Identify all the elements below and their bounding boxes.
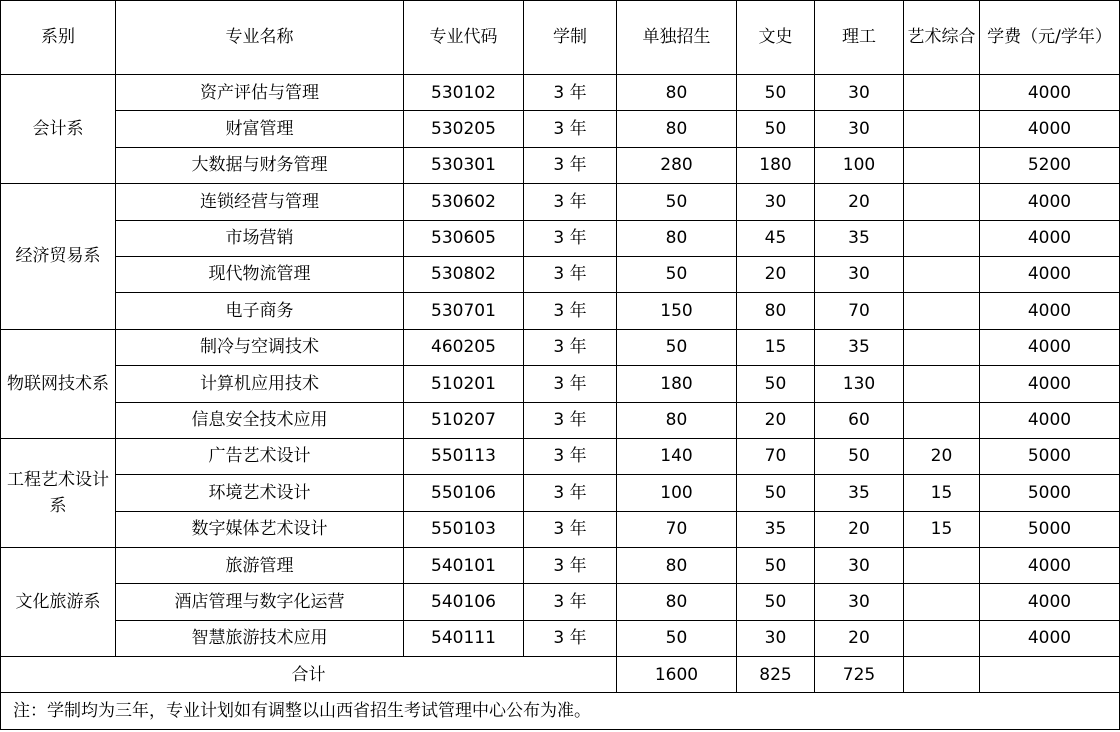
table-row — [1, 511, 1120, 547]
header-major-name: 专业名称 — [116, 1, 404, 75]
table-row — [1, 293, 1120, 329]
single-enrollment-cell: 180 — [617, 366, 737, 402]
table-row — [1, 111, 1120, 147]
tuition-cell: 5000 — [980, 438, 1120, 474]
art-cell — [904, 584, 980, 620]
ligong-cell: 60 — [815, 402, 904, 438]
header-department: 系别 — [1, 1, 116, 75]
major-name-cell: 数字媒体艺术设计 — [116, 511, 404, 547]
duration-cell: 3 年 — [524, 366, 617, 402]
ligong-cell: 30 — [815, 584, 904, 620]
single-enrollment-cell: 80 — [617, 111, 737, 147]
major-name-cell: 资产评估与管理 — [116, 75, 404, 111]
major-code-cell: 540101 — [404, 548, 524, 584]
art-cell: 20 — [904, 438, 980, 474]
department-name: 文化旅游系 — [1, 548, 116, 657]
major-code-cell: 510201 — [404, 366, 524, 402]
duration-cell: 3 年 — [524, 75, 617, 111]
major-code-cell: 550103 — [404, 511, 524, 547]
header-tuition: 学费（元/学年） — [980, 1, 1120, 75]
footnote: 注：学制均为三年，专业计划如有调整以山西省招生考试管理中心公布为准。 — [1, 693, 1120, 730]
duration-cell: 3 年 — [524, 548, 617, 584]
header-single-enrollment: 单独招生 — [617, 1, 737, 75]
wenshi-cell: 50 — [737, 366, 815, 402]
single-enrollment-cell: 80 — [617, 402, 737, 438]
wenshi-cell: 15 — [737, 329, 815, 365]
single-enrollment-cell: 80 — [617, 548, 737, 584]
totals-single-enrollment: 1600 — [617, 657, 737, 693]
table-row — [1, 548, 1120, 584]
major-code-cell: 530301 — [404, 147, 524, 183]
header-ligong: 理工 — [815, 1, 904, 75]
department-name: 物联网技术系 — [1, 329, 116, 438]
tuition-cell: 5000 — [980, 475, 1120, 511]
wenshi-cell: 180 — [737, 147, 815, 183]
art-cell — [904, 620, 980, 656]
table-row — [1, 220, 1120, 256]
duration-cell: 3 年 — [524, 584, 617, 620]
major-name-cell: 财富管理 — [116, 111, 404, 147]
wenshi-cell: 70 — [737, 438, 815, 474]
table-row — [1, 75, 1120, 111]
duration-cell: 3 年 — [524, 220, 617, 256]
department-name: 会计系 — [1, 75, 116, 184]
ligong-cell: 30 — [815, 548, 904, 584]
major-code-cell: 530701 — [404, 293, 524, 329]
art-cell — [904, 147, 980, 183]
ligong-cell: 35 — [815, 329, 904, 365]
single-enrollment-cell: 80 — [617, 75, 737, 111]
art-cell — [904, 220, 980, 256]
totals-art — [904, 657, 980, 693]
tuition-cell: 4000 — [980, 584, 1120, 620]
major-name-cell: 环境艺术设计 — [116, 475, 404, 511]
duration-cell: 3 年 — [524, 475, 617, 511]
duration-cell: 3 年 — [524, 511, 617, 547]
ligong-cell: 100 — [815, 147, 904, 183]
major-code-cell: 530102 — [404, 75, 524, 111]
major-name-cell: 计算机应用技术 — [116, 366, 404, 402]
major-name-cell: 广告艺术设计 — [116, 438, 404, 474]
single-enrollment-cell: 100 — [617, 475, 737, 511]
tuition-cell: 4000 — [980, 293, 1120, 329]
duration-cell: 3 年 — [524, 256, 617, 292]
major-name-cell: 智慧旅游技术应用 — [116, 620, 404, 656]
wenshi-cell: 50 — [737, 548, 815, 584]
note-row — [1, 693, 1120, 730]
totals-tuition — [980, 657, 1120, 693]
tuition-cell: 4000 — [980, 111, 1120, 147]
major-code-cell: 550113 — [404, 438, 524, 474]
major-code-cell: 460205 — [404, 329, 524, 365]
major-code-cell: 530605 — [404, 220, 524, 256]
single-enrollment-cell: 50 — [617, 184, 737, 220]
department-name: 工程艺术设计系 — [1, 438, 116, 547]
major-code-cell: 530205 — [404, 111, 524, 147]
single-enrollment-cell: 50 — [617, 620, 737, 656]
major-name-cell: 信息安全技术应用 — [116, 402, 404, 438]
art-cell — [904, 256, 980, 292]
table-row — [1, 329, 1120, 365]
table-row — [1, 256, 1120, 292]
tuition-cell: 5000 — [980, 511, 1120, 547]
tuition-cell: 4000 — [980, 366, 1120, 402]
wenshi-cell: 50 — [737, 111, 815, 147]
single-enrollment-cell: 80 — [617, 584, 737, 620]
duration-cell: 3 年 — [524, 438, 617, 474]
table-row — [1, 366, 1120, 402]
ligong-cell: 30 — [815, 75, 904, 111]
ligong-cell: 20 — [815, 184, 904, 220]
art-cell — [904, 402, 980, 438]
header-wenshi: 文史 — [737, 1, 815, 75]
totals-row — [1, 657, 1120, 693]
duration-cell: 3 年 — [524, 402, 617, 438]
single-enrollment-cell: 150 — [617, 293, 737, 329]
wenshi-cell: 35 — [737, 511, 815, 547]
art-cell — [904, 75, 980, 111]
tuition-cell: 4000 — [980, 75, 1120, 111]
duration-cell: 3 年 — [524, 329, 617, 365]
tuition-cell: 4000 — [980, 220, 1120, 256]
wenshi-cell: 50 — [737, 475, 815, 511]
major-name-cell: 酒店管理与数字化运营 — [116, 584, 404, 620]
tuition-cell: 4000 — [980, 329, 1120, 365]
major-code-cell: 510207 — [404, 402, 524, 438]
art-cell — [904, 184, 980, 220]
major-code-cell: 550106 — [404, 475, 524, 511]
major-name-cell: 制冷与空调技术 — [116, 329, 404, 365]
wenshi-cell: 45 — [737, 220, 815, 256]
table-row — [1, 184, 1120, 220]
single-enrollment-cell: 50 — [617, 329, 737, 365]
wenshi-cell: 80 — [737, 293, 815, 329]
header-duration: 学制 — [524, 1, 617, 75]
table-row — [1, 402, 1120, 438]
ligong-cell: 20 — [815, 511, 904, 547]
ligong-cell: 35 — [815, 475, 904, 511]
ligong-cell: 50 — [815, 438, 904, 474]
major-code-cell: 530802 — [404, 256, 524, 292]
ligong-cell: 20 — [815, 620, 904, 656]
tuition-cell: 4000 — [980, 402, 1120, 438]
art-cell — [904, 293, 980, 329]
major-name-cell: 市场营销 — [116, 220, 404, 256]
ligong-cell: 70 — [815, 293, 904, 329]
tuition-cell: 4000 — [980, 548, 1120, 584]
ligong-cell: 130 — [815, 366, 904, 402]
table-row — [1, 584, 1120, 620]
single-enrollment-cell: 140 — [617, 438, 737, 474]
major-name-cell: 旅游管理 — [116, 548, 404, 584]
single-enrollment-cell: 280 — [617, 147, 737, 183]
header-art: 艺术综合 — [904, 1, 980, 75]
totals-ligong: 725 — [815, 657, 904, 693]
wenshi-cell: 50 — [737, 584, 815, 620]
major-code-cell: 540111 — [404, 620, 524, 656]
table-row — [1, 475, 1120, 511]
duration-cell: 3 年 — [524, 147, 617, 183]
wenshi-cell: 20 — [737, 402, 815, 438]
department-name: 经济贸易系 — [1, 184, 116, 330]
single-enrollment-cell: 80 — [617, 220, 737, 256]
major-code-cell: 540106 — [404, 584, 524, 620]
major-name-cell: 连锁经营与管理 — [116, 184, 404, 220]
table-body — [1, 75, 1120, 657]
wenshi-cell: 50 — [737, 75, 815, 111]
totals-label: 合计 — [1, 657, 617, 693]
header-major-code: 专业代码 — [404, 1, 524, 75]
totals-wenshi: 825 — [737, 657, 815, 693]
art-cell: 15 — [904, 475, 980, 511]
single-enrollment-cell: 50 — [617, 256, 737, 292]
duration-cell: 3 年 — [524, 293, 617, 329]
wenshi-cell: 30 — [737, 620, 815, 656]
table-row — [1, 438, 1120, 474]
art-cell — [904, 329, 980, 365]
duration-cell: 3 年 — [524, 184, 617, 220]
duration-cell: 3 年 — [524, 111, 617, 147]
table-row — [1, 620, 1120, 656]
art-cell — [904, 111, 980, 147]
art-cell: 15 — [904, 511, 980, 547]
art-cell — [904, 548, 980, 584]
wenshi-cell: 20 — [737, 256, 815, 292]
table-row — [1, 147, 1120, 183]
tuition-cell: 4000 — [980, 620, 1120, 656]
ligong-cell: 35 — [815, 220, 904, 256]
single-enrollment-cell: 70 — [617, 511, 737, 547]
major-code-cell: 530602 — [404, 184, 524, 220]
major-name-cell: 现代物流管理 — [116, 256, 404, 292]
tuition-cell: 4000 — [980, 184, 1120, 220]
wenshi-cell: 30 — [737, 184, 815, 220]
ligong-cell: 30 — [815, 111, 904, 147]
ligong-cell: 30 — [815, 256, 904, 292]
header-row — [1, 1, 1120, 75]
major-name-cell: 大数据与财务管理 — [116, 147, 404, 183]
art-cell — [904, 366, 980, 402]
tuition-cell: 5200 — [980, 147, 1120, 183]
duration-cell: 3 年 — [524, 620, 617, 656]
major-name-cell: 电子商务 — [116, 293, 404, 329]
tuition-cell: 4000 — [980, 256, 1120, 292]
